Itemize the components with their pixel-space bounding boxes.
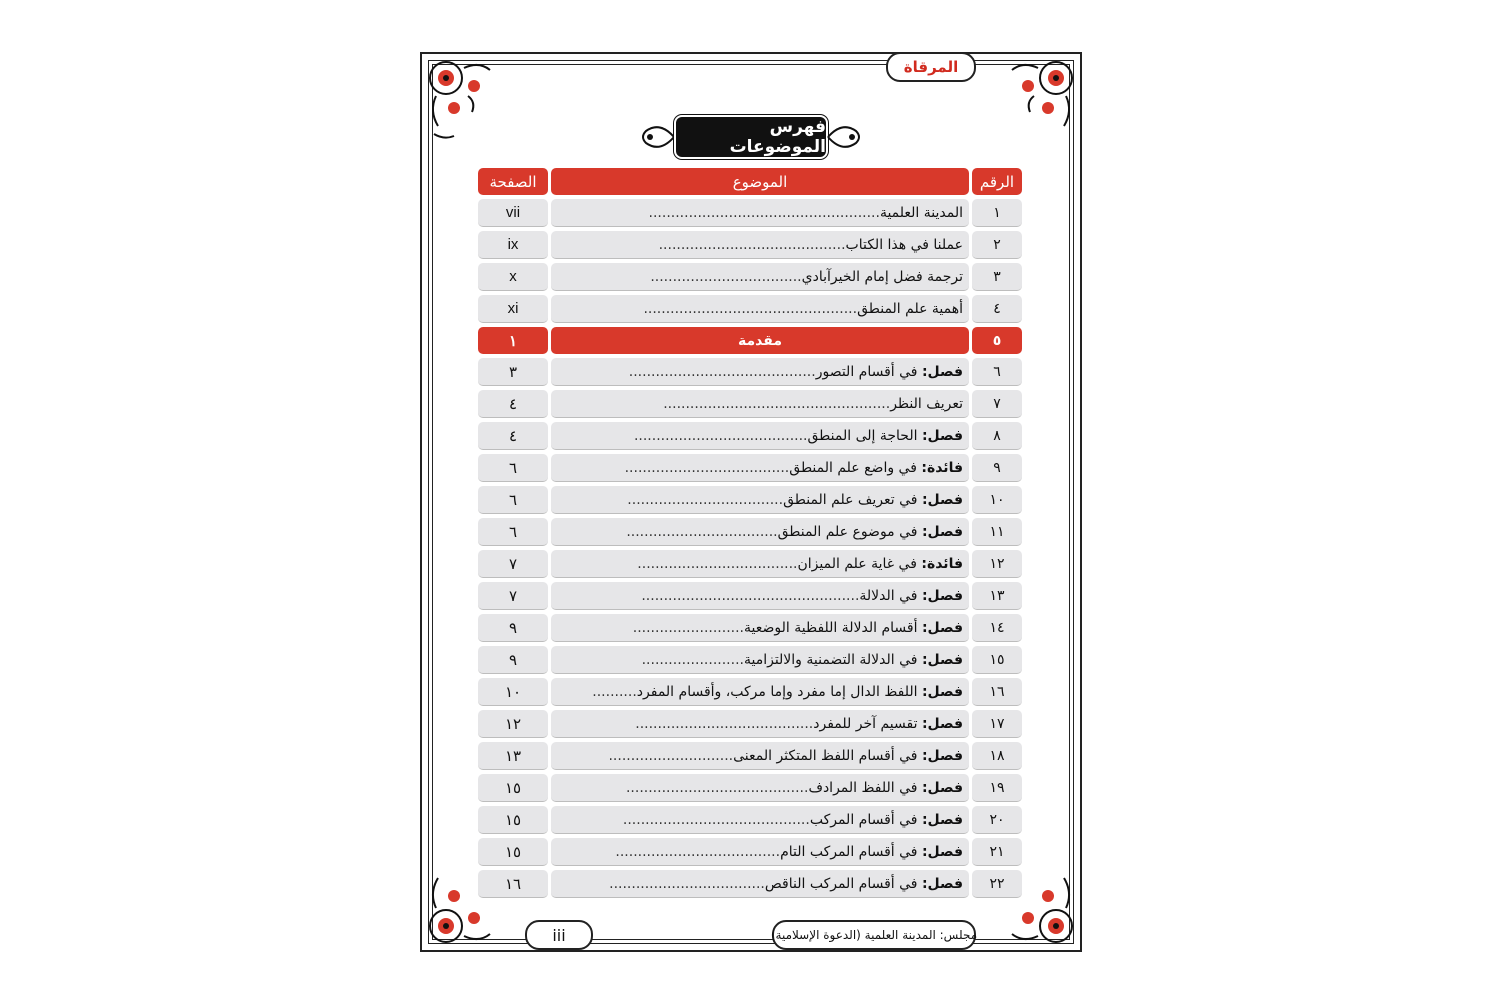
topic-keyword: فصل: [921, 779, 963, 796]
topic-keyword: فائدة: [921, 459, 963, 476]
row-number: ١ [972, 199, 1022, 227]
topic-text: في تعريف علم المنطق [783, 491, 918, 508]
row-topic[interactable] [551, 742, 969, 770]
topic-text: ترجمة فضل إمام الخيرآبادي [801, 268, 963, 285]
row-topic[interactable] [551, 199, 969, 227]
row-number: ١٥ [972, 646, 1022, 674]
table-row [478, 742, 1022, 770]
row-page: ٤ [478, 422, 548, 450]
table-row [478, 518, 1022, 546]
topic-text: في غاية علم الميزان [797, 555, 917, 572]
topic-keyword: فصل: [921, 619, 963, 636]
leader-dots: .......................................... [658, 236, 846, 253]
row-page: ٦ [478, 486, 548, 514]
row-page: xi [478, 295, 548, 323]
table-row [478, 454, 1022, 482]
table-row [478, 614, 1022, 642]
row-number: ١٩ [972, 774, 1022, 802]
topic-text: في اللفظ المرادف [808, 779, 918, 796]
topic-text: أقسام الدلالة اللفظية الوضعية [744, 619, 918, 636]
topic-text: في أقسام اللفظ المتكثر المعنى [733, 747, 918, 764]
page-number: iii [525, 920, 593, 950]
leader-dots: ....................................... [633, 427, 808, 444]
topic-text: اللفظ الدال إما مفرد وإما مركب، وأقسام المفرد [636, 683, 918, 700]
column-header-topic: الموضوع [551, 168, 969, 195]
row-page: ١٥ [478, 774, 548, 802]
row-page: ٩ [478, 646, 548, 674]
book-title-tab: المرقاة [886, 52, 976, 82]
row-page: ١٣ [478, 742, 548, 770]
row-topic[interactable] [551, 358, 969, 386]
topic-text: مقدمة [738, 332, 782, 349]
table-row [478, 678, 1022, 706]
leader-dots: ......................................... [625, 779, 809, 796]
row-page: x [478, 263, 548, 291]
topic-text: في أقسام المركب الناقص [764, 875, 918, 892]
row-number: ١٠ [972, 486, 1022, 514]
row-number: ٩ [972, 454, 1022, 482]
leader-dots: ..................................... [615, 843, 781, 860]
topic-keyword: فصل: [921, 811, 963, 828]
row-page: ٩ [478, 614, 548, 642]
row-page: ٤ [478, 390, 548, 418]
table-row [478, 263, 1022, 291]
row-page: vii [478, 199, 548, 227]
contents-table [475, 164, 1025, 902]
leader-dots: ................................... [609, 875, 765, 892]
topic-text: الحاجة إلى المنطق [807, 427, 918, 444]
table-row [478, 486, 1022, 514]
table-row [478, 838, 1022, 866]
leader-dots: ......................... [632, 619, 745, 636]
table-row [478, 390, 1022, 418]
row-topic[interactable] [551, 327, 969, 354]
topic-keyword: فصل: [921, 427, 963, 444]
row-topic[interactable] [551, 678, 969, 706]
table-row [478, 199, 1022, 227]
topic-keyword: فصل: [921, 843, 963, 860]
row-number: ٢ [972, 231, 1022, 259]
table-row [478, 231, 1022, 259]
topic-keyword: فصل: [921, 363, 963, 380]
topic-text: في أقسام المركب التام [780, 843, 918, 860]
row-topic[interactable] [551, 582, 969, 610]
topic-keyword: فصل: [921, 747, 963, 764]
row-topic[interactable] [551, 295, 969, 323]
row-number: ١٦ [972, 678, 1022, 706]
leader-dots: ........................................ [635, 715, 814, 732]
table-row [478, 646, 1022, 674]
leader-dots: ................................................ [643, 300, 858, 317]
topic-text: في واضع علم المنطق [789, 459, 917, 476]
table-row [478, 774, 1022, 802]
row-number: ١٢ [972, 550, 1022, 578]
leader-dots: .......................................... [622, 811, 810, 828]
row-page: ٧ [478, 582, 548, 610]
row-topic[interactable] [551, 870, 969, 898]
publisher-label: مجلس: المدينة العلمية (الدعوة الإسلامية) [772, 920, 976, 950]
topic-text: أهمية علم المنطق [857, 300, 963, 317]
row-number: ١٧ [972, 710, 1022, 738]
topic-text: في أقسام التصور [815, 363, 918, 380]
scroll-ornament-icon [640, 117, 676, 157]
row-topic[interactable] [551, 486, 969, 514]
table-row [478, 870, 1022, 898]
table-row [478, 327, 1022, 354]
row-topic[interactable] [551, 263, 969, 291]
row-page: ٧ [478, 550, 548, 578]
row-page: ١٥ [478, 838, 548, 866]
row-number: ١٨ [972, 742, 1022, 770]
column-header-number: الرقم [972, 168, 1022, 195]
row-number: ٥ [972, 327, 1022, 354]
row-page: ١ [478, 327, 548, 354]
title-banner [636, 112, 866, 162]
row-topic[interactable] [551, 614, 969, 642]
leader-dots: .......................................... [628, 363, 816, 380]
row-topic[interactable] [551, 646, 969, 674]
row-topic[interactable] [551, 838, 969, 866]
table-row [478, 550, 1022, 578]
floral-corner-ornament-icon [424, 56, 494, 146]
row-number: ١٣ [972, 582, 1022, 610]
leader-dots: ....................... [641, 651, 744, 668]
row-page: ١٠ [478, 678, 548, 706]
topic-text: في أقسام المركب [809, 811, 918, 828]
topic-keyword: فصل: [921, 715, 963, 732]
topic-keyword: فصل: [921, 875, 963, 892]
topic-keyword: فصل: [921, 491, 963, 508]
table-row [478, 358, 1022, 386]
row-number: ٧ [972, 390, 1022, 418]
floral-corner-ornament-icon [1008, 56, 1078, 146]
row-page: ٦ [478, 518, 548, 546]
topic-text: عملنا في هذا الكتاب [845, 236, 963, 253]
table-row [478, 422, 1022, 450]
row-page: ٦ [478, 454, 548, 482]
row-topic[interactable] [551, 422, 969, 450]
row-page: ix [478, 231, 548, 259]
topic-keyword: فصل: [921, 651, 963, 668]
document-page [420, 52, 1082, 952]
table-row [478, 295, 1022, 323]
row-page: ١٢ [478, 710, 548, 738]
leader-dots: ................................................. [641, 587, 860, 604]
row-number: ١١ [972, 518, 1022, 546]
row-page: ٣ [478, 358, 548, 386]
row-number: ٢١ [972, 838, 1022, 866]
row-topic[interactable] [551, 518, 969, 546]
leader-dots: .................................................... [648, 204, 880, 221]
topic-text: في الدلالة التضمنية والالتزامية [743, 651, 918, 668]
row-topic[interactable] [551, 390, 969, 418]
leader-dots: .................................... [637, 555, 798, 572]
row-number: ٤ [972, 295, 1022, 323]
row-topic[interactable] [551, 806, 969, 834]
row-number: ٣ [972, 263, 1022, 291]
column-header-page: الصفحة [478, 168, 548, 195]
page-title: فهرس الموضوعات [676, 117, 826, 157]
row-number: ٢٠ [972, 806, 1022, 834]
topic-keyword: فصل: [921, 683, 963, 700]
table-row [478, 582, 1022, 610]
leader-dots: .................................. [626, 523, 778, 540]
topic-text: في موضوع علم المنطق [777, 523, 918, 540]
topic-keyword: فائدة: [921, 555, 963, 572]
row-topic[interactable] [551, 774, 969, 802]
leader-dots: ................................... [627, 491, 784, 508]
leader-dots: ..................................... [624, 459, 790, 476]
row-number: ٦ [972, 358, 1022, 386]
row-number: ١٤ [972, 614, 1022, 642]
leader-dots: .................................. [650, 268, 802, 285]
row-page: ١٦ [478, 870, 548, 898]
leader-dots: ................................................... [663, 395, 891, 412]
topic-text: تعريف النظر [890, 395, 963, 412]
leader-dots: .......... [592, 683, 637, 700]
topic-text: المدينة العلمية [879, 204, 963, 221]
scroll-ornament-icon [826, 117, 862, 157]
table-row [478, 806, 1022, 834]
topic-text: في الدلالة [859, 587, 918, 604]
table-header-row [478, 168, 1022, 195]
row-topic[interactable] [551, 454, 969, 482]
row-topic[interactable] [551, 710, 969, 738]
topic-text: تقسيم آخر للمفرد [813, 715, 918, 732]
row-number: ٢٢ [972, 870, 1022, 898]
row-topic[interactable] [551, 550, 969, 578]
topic-keyword: فصل: [921, 587, 963, 604]
row-number: ٨ [972, 422, 1022, 450]
leader-dots: ............................ [608, 747, 734, 764]
table-row [478, 710, 1022, 738]
row-topic[interactable] [551, 231, 969, 259]
topic-keyword: فصل: [921, 523, 963, 540]
row-page: ١٥ [478, 806, 548, 834]
